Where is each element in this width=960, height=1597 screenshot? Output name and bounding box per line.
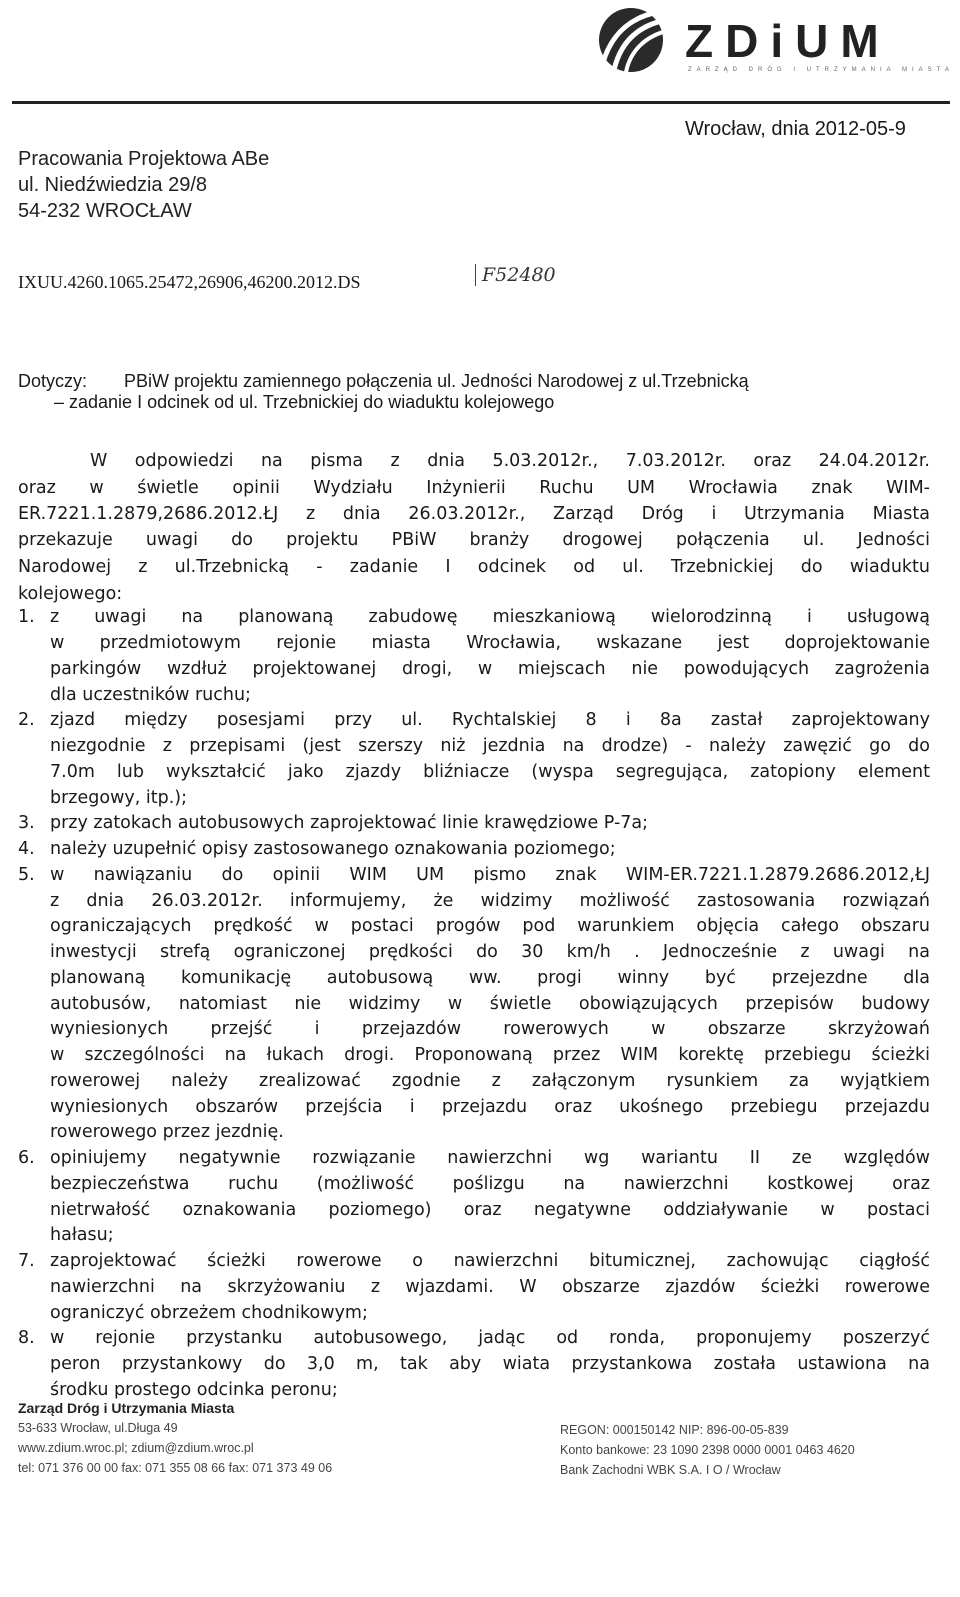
body-line: autobusów, natomiast nie widzimy w świetle obowiązujących przepisów budowy — [50, 993, 930, 1014]
body-line: środku prostego odcinka peronu; — [50, 1380, 338, 1400]
recipient-name: Pracowania Projektowa ABe — [18, 148, 270, 170]
footer-web: www.zdium.wroc.pl; zdium@zdium.wroc.pl — [18, 1441, 254, 1455]
subject-label: Dotyczy: — [18, 371, 88, 391]
footer-address: 53-633 Wrocław, ul.Długa 49 — [18, 1421, 178, 1435]
body-line: 7.0m lub wykształcić jako zjazdy bliźniacze (wyspa segregująca, zatopiony element — [50, 761, 930, 782]
list-item-number: 8. — [18, 1328, 35, 1349]
recipient-address — [18, 146, 269, 224]
body-line: rowerowego przez jezdnię. — [50, 1122, 284, 1143]
body-line: przekazuje uwagi do projektu PBiW branży drogowej połączenia ul. Jedności — [18, 530, 930, 551]
body-line: w szczególności na łukach drogi. Proponowaną przez WIM korektę przebiegu ścieżki — [50, 1045, 930, 1066]
body-line: należy uzupełnić opisy zastosowanego oznakowania poziomego; — [50, 839, 616, 860]
footer-bank-name: Bank Zachodni WBK S.A. I O / Wrocław — [560, 1463, 781, 1477]
body-line: inwestycji strefą ograniczonej prędkości do 30 km/h . Jednocześnie z uwagi na — [50, 942, 930, 963]
recipient-street: ul. Niedźwiedzia 29/8 — [18, 174, 207, 196]
body-line: peron przystankowy do 3,0 m, tak aby wiata przystankowa została ustawiona na — [50, 1354, 930, 1375]
body-line: ER.7221.1.2879,2686.2012.ŁJ z dnia 26.03.2012r., Zarząd Dróg i Utrzymania Miasta — [18, 504, 930, 525]
body-line: przy zatokach autobusowych zaprojektować linie krawędziowe P-7a; — [50, 813, 649, 834]
list-item-number: 4. — [18, 839, 35, 860]
body-line: dla uczestników ruchu; — [50, 684, 251, 705]
recipient-city: 54-232 WROCŁAW — [18, 200, 192, 222]
body-line: nawierzchni na skrzyżowaniu z wjazdami. W obszarze zjazdów ścieżki rowerowe — [50, 1276, 930, 1297]
body-line: zaprojektować ścieżki rowerowe o nawierzchni bitumicznej, zachowując ciągłość — [50, 1251, 930, 1272]
place-date: Wrocław, dnia 2012-05-9 — [685, 118, 906, 140]
header-divider — [12, 101, 950, 104]
body-line: nietrwałość oznakowania poziomego) oraz negatywne oddziaływanie w postaci — [50, 1199, 930, 1220]
logo-tagline: ZARZĄD DRÓG I UTRZYMANIA MIASTA — [688, 67, 954, 73]
body-line: bezpieczeństwa ruchu (możliwość poślizgu na nawierzchni kostkowej oraz — [50, 1173, 930, 1194]
list-item-number: 5. — [18, 864, 35, 885]
list-item-number: 3. — [18, 813, 35, 834]
subject-line-1: PBiW projektu zamiennego połączenia ul. Jedności Narodowej z ul.Trzebnicką — [124, 371, 749, 391]
list-item-number: 7. — [18, 1251, 35, 1272]
body-line: w przedmiotowym rejonie miasta Wrocławia, wskazane jest doprojektowanie — [50, 633, 930, 654]
footer-sender — [18, 1398, 332, 1478]
body-line: wyniesionych przejść i przejazdów rowerowych w obszarze skrzyżowań — [50, 1019, 930, 1040]
body-line: Narodowej z ul.Trzebnicką - zadanie I odcinek od ul. Trzebnickiej do wiaduktu — [18, 556, 930, 577]
footer-company-name: Zarząd Dróg i Utrzymania Miasta — [18, 1400, 235, 1416]
footer-regon-nip: REGON: 000150142 NIP: 896-00-05-839 — [560, 1423, 789, 1437]
body-line: zjazd między posesjami przy ul. Rychtalskiej 8 i 8a zastał zaprojektowany — [50, 710, 930, 731]
footer-registration — [560, 1420, 855, 1480]
body-line: brzegowy, itp.); — [50, 787, 187, 808]
body-line: ograniczających prędkość w postaci progów pod warunkiem objęcia całego obszaru — [50, 916, 930, 937]
body-line: hałasu; — [50, 1225, 114, 1246]
body-line: opiniujemy negatywnie rozwiązanie nawierzchni wg wariantu II ze względów — [50, 1148, 930, 1169]
handwritten-registration-number: F52480 — [475, 264, 556, 286]
body-line: wyniesionych obszarów przejścia i przejazdu oraz ukośnego przebiegu przejazdu — [50, 1096, 930, 1117]
list-item-number: 2. — [18, 710, 35, 731]
body-line: z dnia 26.03.2012r. informujemy, że widzimy możliwość zastosowania rozwiązań — [50, 890, 930, 911]
list-item-number: 1. — [18, 607, 35, 628]
body-line: w nawiązaniu do opinii WIM UM pismo znak WIM-ER.7221.1.2879.2686.2012,ŁJ — [50, 864, 930, 885]
body-line: w rejonie przystanku autobusowego, jadąc od ronda, proponujemy poszerzyć — [50, 1328, 930, 1349]
body-line: rowerowej należy zrealizować zgodnie z załączonym rysunkiem za wyjątkiem — [50, 1070, 930, 1091]
footer-phones: tel: 071 376 00 00 fax: 071 355 08 66 fax: 071 373 49 06 — [18, 1461, 333, 1475]
body-line: niezgodnie z przepisami (jest szerszy niż jezdnia na drodze) - należy zawęzić go do — [50, 736, 930, 757]
footer-bank-account: Konto bankowe: 23 1090 2398 0000 0001 0463 4620 — [560, 1443, 855, 1457]
body-line: ograniczyć obrzeżem chodnikowym; — [50, 1302, 368, 1323]
zdium-logo-icon — [588, 6, 674, 74]
body-line: z uwagi na planowaną zabudowę mieszkaniową wielorodzinną i usługową — [50, 607, 930, 628]
body-line: W odpowiedzi na pisma z dnia 5.03.2012r., 7.03.2012r. oraz 24.04.2012r. — [90, 451, 930, 471]
logo-wordmark: ZDiUM — [685, 15, 891, 67]
body-line: oraz w świetle opinii Wydziału Inżynierii Ruchu UM Wrocławia znak WIM- — [18, 477, 930, 498]
list-item-number: 6. — [18, 1148, 35, 1169]
body-line: kolejowego: — [18, 583, 123, 604]
body-line: planowaną komunikację autobusową ww. progi winny być przejezdne dla — [50, 967, 930, 988]
reference-number: IXUU.4260.1065.25472,26906,46200.2012.DS — [18, 272, 361, 292]
subject-line-2: – zadanie I odcinek od ul. Trzebnickiej do wiaduktu kolejowego — [54, 392, 555, 412]
subject — [18, 371, 938, 413]
body-line: parkingów wzdłuż projektowanej drogi, w miejscach nie powodujących zagrożenia — [50, 658, 930, 679]
